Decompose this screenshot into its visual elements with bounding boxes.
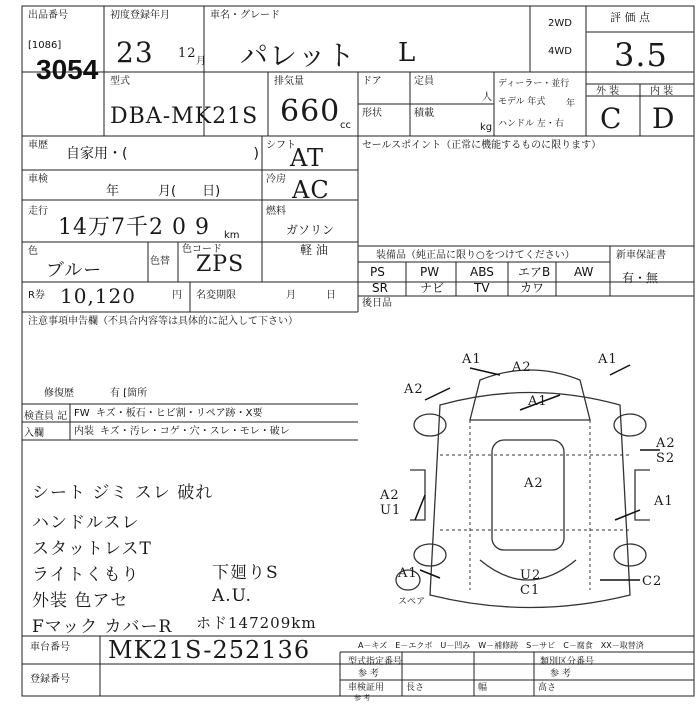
note-line-2: ハンドルスレ [32,513,140,533]
door-label: ドア [362,76,382,87]
fw-label: FW [74,408,90,419]
first-reg-month: 12 [178,46,197,61]
dealer-label: ディーラー・並行 [498,79,570,89]
equip-pw: PW [420,265,440,279]
aircon-label: 冷房 [266,174,286,185]
exterior-grade: C [600,102,623,135]
shape-label: 形状 [362,108,382,119]
type-label: 型式 [110,76,130,87]
interior-note-label: 内装 [74,426,94,437]
year-unit: 年 [566,99,576,109]
score-value: 3.5 [614,36,668,74]
type-value: DBA-MK21S [110,104,259,129]
color-code-label: 色コード [182,244,222,255]
equip-airbag: エアB [518,265,551,279]
damage-legend: A－キズ E－エクボ U－凹み W－補修跡 S－サビ C－腐食 XX－取替済 [358,641,644,650]
interior-label: 内 装 [650,86,674,97]
width-label: 幅 [478,683,488,693]
history-label: 車歴 [28,140,48,151]
recycle-value: 10,120 [60,284,136,308]
shift-value: AT [290,144,325,172]
load-label: 積載 [414,108,434,119]
damage-mark: A1 [654,494,674,509]
kg-unit: kg [480,122,493,133]
history-value: 自家用・( ) [66,146,259,162]
capacity-label: 定員 [414,76,434,87]
fuel-diesel: 軽 油 [300,243,328,257]
damage-mark: A1 [398,566,418,581]
cert-label: 車検証用 [348,683,385,693]
color-label: 色 [28,246,38,257]
damage-mark: A1 [528,394,548,409]
repair-value: 有 [箇所 [110,388,148,399]
damage-mark: A2 [404,382,424,397]
model-year-label: モデル 年式 [498,97,546,107]
after-items-label: 後日品 [362,298,392,309]
equip-tv: TV [474,281,490,295]
score-label: 評 価 点 [610,11,650,24]
first-reg-year: 23 [116,36,154,69]
mileage-label: 走行 [28,206,48,217]
note-line-1: シート ジミ スレ 破れ [32,483,214,503]
inspector-label: 検査員 記入欄 [24,411,68,439]
interior-grade: D [652,102,676,135]
person-unit: 人 [482,92,492,103]
notes-label: 注意事項申告欄（不具合内容等は具体的に記入して下さい） [28,316,298,327]
damage-mark: A2 S2 [656,436,676,466]
sales-point-label: セールスポイント（正常に機能するものに限ります） [362,140,602,151]
damage-mark: A1 [462,352,482,367]
equip-navi: ナビ [420,281,445,295]
handle-label: ハンドル 左・右 [498,119,564,129]
damage-mark: A2 U1 [380,488,402,518]
vehicle-name: パレット [240,39,356,72]
repair-label: 修復歴 [44,388,74,399]
cc-unit: cc [340,120,351,131]
lot-label: 出品番号 [28,10,68,21]
recycle-yen: 円 [172,290,182,301]
equip-sr: SR [372,281,388,295]
drive-4wd: 4WD [548,46,572,57]
special-sub: 参 考 [358,669,379,679]
note-line-6: Fマック カバーR [32,617,173,637]
equipment-label: 装備品（純正品に限り○をつけてください） [376,250,575,261]
equip-ps: PS [370,265,385,279]
note-right-2: A.U. [212,586,252,606]
note-line-3: スタットレスT [32,539,152,559]
equip-aw: AW [574,265,594,279]
damage-mark: C2 [642,574,663,589]
drive-2wd: 2WD [548,18,572,29]
equip-abs: ABS [470,265,494,279]
color-code-value: ZPS [196,252,245,277]
month-suffix: 月 [196,56,206,67]
height-label: 高さ [538,683,557,693]
warranty-label: 新車保証書 [616,250,666,261]
color-value: ブルー [46,260,103,281]
note-right-3: ホド147209km [196,614,317,632]
damage-mark: A1 [598,352,618,367]
note-line-4: ライトくもり [32,565,140,585]
damage-mark: U2 C1 [520,568,542,598]
name-label: 車名・グレード [210,10,280,21]
special-label: 型式指定番号 [348,657,403,667]
displacement-label: 排気量 [274,76,304,87]
note-line-5: 外装 色アセ [32,591,129,611]
cert-sub: 参 考 [354,694,371,702]
damage-mark: A2 [524,476,544,491]
length-label: 長さ [406,683,425,693]
chassis-label: 車台番号 [30,642,70,653]
vehicle-grade: L [398,38,417,68]
inspection-value: 年 月( 日) [106,184,221,199]
km-unit: km [224,230,240,241]
fuel-label: 燃料 [266,206,286,217]
category-sub: 参 考 [550,669,571,679]
shift-label: シフト [266,140,296,151]
mileage-value: 14万7千2 0 9 [58,215,210,240]
interior-items: キズ・汚レ・コゲ・穴・スレ・モレ・破レ [100,426,290,437]
lot-code: [1086] [28,40,62,51]
inspection-label: 車検 [28,174,48,185]
damage-mark: A2 [512,360,532,375]
aircon-value: AC [292,176,330,204]
fw-items: キズ・板石・ヒビ割・リペア跡・X要 [96,408,263,419]
chassis-value: MK21S-252136 [108,636,311,664]
fuel-gas: ガソリン [286,223,335,237]
name-change-value: 月 日 [286,290,336,301]
name-change-label: 名変期限 [196,290,236,301]
equip-leather: カワ [520,281,545,295]
first-reg-label: 初度登録年月 [110,10,170,21]
category-label: 類別区分番号 [540,657,595,667]
note-right-1: 下廻りS [212,563,279,583]
paint-label: 色替 [150,256,170,267]
recycle-label: R券 [28,290,45,301]
lot-number: 3054 [36,54,99,85]
warranty-value: 有・無 [622,271,659,285]
exterior-label: 外 装 [596,86,620,97]
spare-label: スペア [398,597,426,607]
registration-label: 登録番号 [30,674,70,685]
displacement-value: 660 [280,94,341,129]
